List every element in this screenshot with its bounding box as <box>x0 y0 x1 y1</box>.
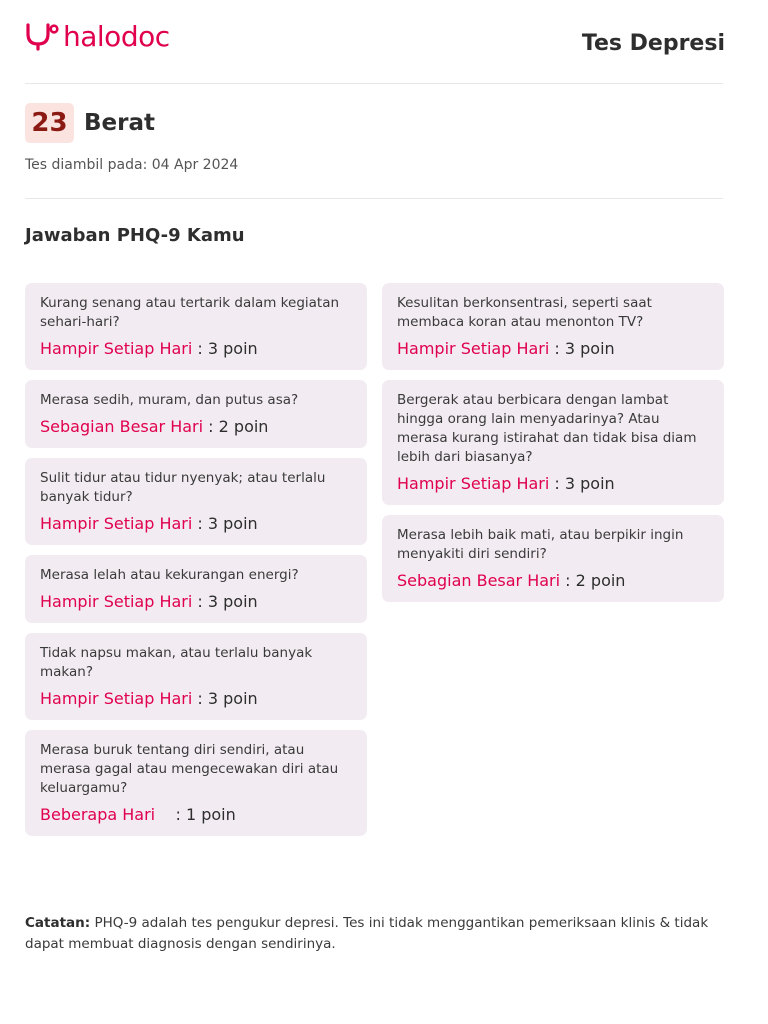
answer-frequency: Hampir Setiap Hari <box>40 592 193 611</box>
answer-card <box>25 380 367 448</box>
answer-separator: : <box>192 689 208 708</box>
answer-line <box>40 338 352 360</box>
answer-line <box>397 338 709 360</box>
section-title: Jawaban PHQ-9 Kamu <box>25 225 245 246</box>
answer-card <box>25 730 367 836</box>
answer-card <box>25 555 367 623</box>
answer-frequency: Sebagian Besar Hari <box>397 571 561 590</box>
answer-card <box>382 283 724 370</box>
answer-points: 2 poin <box>575 571 626 590</box>
question-text: Merasa lelah atau kekurangan energi? <box>40 567 299 583</box>
note-label: Catatan: <box>25 915 91 931</box>
answer-card <box>382 380 724 505</box>
score-row <box>25 103 155 143</box>
page-title: Tes Depresi <box>581 31 725 56</box>
score-badge: 23 <box>25 103 74 143</box>
answer-points: 3 poin <box>207 514 258 533</box>
answer-separator: : <box>549 474 565 493</box>
answer-frequency: Sebagian Besar Hari <box>40 417 204 436</box>
header-divider <box>25 83 723 84</box>
question-text: Kesulitan berkonsentrasi, seperti saat membaca koran atau menonton TV? <box>397 295 652 330</box>
answers-column-right <box>382 283 724 602</box>
question-text: Merasa buruk tentang diri sendiri, atau merasa gagal atau mengecewakan diri atau keluargamu? <box>40 742 339 796</box>
note-text: PHQ-9 adalah tes pengukur depresi. Tes ini tidak menggantikan pemeriksaan klinis & tidak dapat membuat diagnosis dengan sendirinya. <box>25 915 709 952</box>
question-text: Bergerak atau berbicara dengan lambat hingga orang lain menyadarinya? Atau merasa kurang istirahat dan tidak bisa diam lebih dari biasanya? <box>397 392 697 465</box>
answer-card <box>25 283 367 370</box>
brand-logo <box>25 22 170 52</box>
answer-separator: : <box>192 339 208 358</box>
stethoscope-icon <box>25 22 59 52</box>
answer-card <box>25 633 367 720</box>
answer-frequency: Hampir Setiap Hari <box>40 339 193 358</box>
answer-line <box>40 688 352 710</box>
disclaimer-note <box>25 913 725 955</box>
answer-points: 2 poin <box>218 417 269 436</box>
answer-points: 3 poin <box>207 592 258 611</box>
answer-line <box>40 416 352 438</box>
question-text: Merasa sedih, muram, dan putus asa? <box>40 392 299 408</box>
answer-line <box>40 804 352 826</box>
answer-card <box>382 515 724 602</box>
answer-points: 1 poin <box>185 805 236 824</box>
header <box>25 18 725 68</box>
answer-points: 3 poin <box>207 339 258 358</box>
answer-points: 3 poin <box>207 689 258 708</box>
answer-frequency: Hampir Setiap Hari <box>397 474 550 493</box>
answers-column-left <box>25 283 367 836</box>
question-text: Sulit tidur atau tidur nyenyak; atau terlalu banyak tidur? <box>40 470 326 505</box>
severity-label: Berat <box>84 110 155 136</box>
answer-frequency: Hampir Setiap Hari <box>397 339 550 358</box>
answer-separator: : <box>192 514 208 533</box>
answer-line <box>397 473 709 495</box>
question-text: Kurang senang atau tertarik dalam kegiatan sehari-hari? <box>40 295 340 330</box>
answer-card <box>25 458 367 545</box>
question-text: Tidak napsu makan, atau terlalu banyak makan? <box>40 645 313 680</box>
answer-line <box>40 513 352 535</box>
answer-frequency: Hampir Setiap Hari <box>40 689 193 708</box>
answer-separator: : <box>549 339 565 358</box>
answer-points: 3 poin <box>564 339 615 358</box>
answer-frequency: Beberapa Hari <box>40 805 156 824</box>
answer-line <box>40 591 352 613</box>
answer-separator: : <box>203 417 219 436</box>
question-text: Merasa lebih baik mati, atau berpikir ingin menyakiti diri sendiri? <box>397 527 684 562</box>
answer-frequency: Hampir Setiap Hari <box>40 514 193 533</box>
result-divider <box>25 198 723 199</box>
answer-points: 3 poin <box>564 474 615 493</box>
answer-separator: : <box>560 571 576 590</box>
test-date: Tes diambil pada: 04 Apr 2024 <box>25 157 239 173</box>
answer-separator: : <box>192 592 208 611</box>
answer-separator: : <box>155 805 186 824</box>
brand-name: halodoc <box>63 20 170 53</box>
answer-line <box>397 570 709 592</box>
